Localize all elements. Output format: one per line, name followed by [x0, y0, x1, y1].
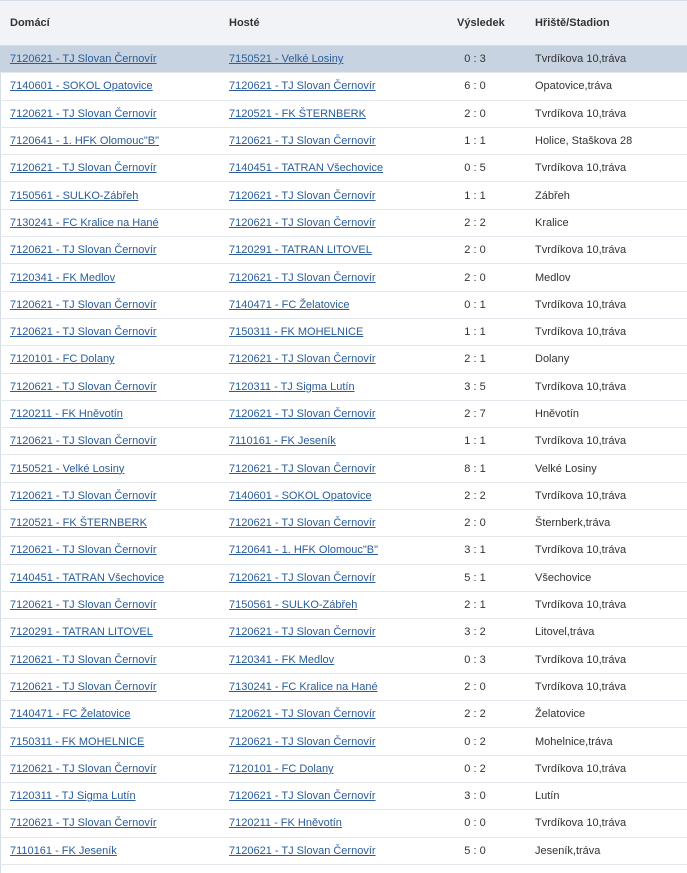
guest-team-link[interactable]: 7120641 - 1. HFK Olomouc"B": [229, 544, 379, 557]
guest-team-cell: [219, 46, 441, 73]
table-row: [0, 455, 687, 482]
match-score: 2 : 0: [441, 237, 526, 264]
match-venue: Medlov: [526, 264, 687, 291]
home-team-cell: [0, 291, 219, 318]
match-venue: Zábřeh: [526, 182, 687, 209]
home-team-link[interactable]: 7120621 - TJ Slovan Černovír: [10, 680, 157, 693]
header-row: [0, 1, 687, 46]
match-score: 6 : 0: [441, 73, 526, 100]
home-team-link[interactable]: 7150521 - Velké Losiny: [10, 462, 125, 475]
match-score: 1 : 1: [441, 318, 526, 345]
guest-team-link[interactable]: 7120621 - TJ Slovan Černovír: [229, 708, 376, 721]
match-score: 3 : 1: [441, 537, 526, 564]
home-team-cell: [0, 428, 219, 455]
home-team-link[interactable]: 7120621 - TJ Slovan Černovír: [10, 762, 157, 775]
match-venue: Želatovice: [526, 701, 687, 728]
home-team-cell: [0, 701, 219, 728]
table-row: [0, 155, 687, 182]
match-venue: Lutín: [526, 783, 687, 810]
home-team-cell: [0, 346, 219, 373]
guest-team-link[interactable]: 7120621 - TJ Slovan Černovír: [229, 844, 376, 857]
home-team-link[interactable]: 7120621 - TJ Slovan Černovír: [10, 817, 157, 830]
guest-team-cell: [219, 482, 441, 509]
column-header-guest: Hosté: [219, 1, 441, 46]
home-team-link[interactable]: 7120621 - TJ Slovan Černovír: [10, 162, 157, 175]
guest-team-link[interactable]: 7110161 - FK Jeseník: [229, 435, 336, 448]
match-venue: Tvrdíkova 10,tráva: [526, 482, 687, 509]
home-team-cell: [0, 783, 219, 810]
guest-team-cell: [219, 264, 441, 291]
home-team-link[interactable]: 7120211 - FK Hněvotín: [10, 408, 123, 420]
match-score: 0 : 3: [441, 646, 526, 673]
guest-team-link[interactable]: 7120621 - TJ Slovan Černovír: [229, 135, 376, 148]
guest-team-cell: [219, 619, 441, 646]
home-team-link[interactable]: 7120341 - FK Medlov: [10, 271, 116, 284]
table-header: [0, 1, 687, 46]
home-team-link[interactable]: 7120101 - FC Dolany: [10, 353, 115, 366]
guest-team-cell: [219, 673, 441, 700]
match-venue: Tvrdíkova 10,tráva: [526, 46, 687, 73]
home-team-link[interactable]: 7120621 - TJ Slovan Černovír: [10, 53, 157, 66]
guest-team-cell: [219, 318, 441, 345]
guest-team-link[interactable]: 7120211 - FK Hněvotín: [229, 817, 342, 830]
home-team-link[interactable]: 7120621 - TJ Slovan Černovír: [10, 107, 157, 120]
table-row: [0, 237, 687, 264]
guest-team-cell: [219, 291, 441, 318]
home-team-link[interactable]: 7130241 - FC Kralice na Hané: [10, 216, 159, 229]
column-header-home: Domácí: [0, 1, 219, 46]
table-row: [0, 73, 687, 100]
home-team-link[interactable]: 7120621 - TJ Slovan Černovír: [10, 489, 157, 502]
table-row: [0, 373, 687, 400]
home-team-cell: [0, 646, 219, 673]
match-score: 2 : 2: [441, 209, 526, 236]
home-team-cell: [0, 564, 219, 591]
match-score: 2 : 7: [441, 400, 526, 427]
match-venue: Tvrdíkova 10,tráva: [526, 237, 687, 264]
match-venue: Holice, Staškova 28: [526, 127, 687, 154]
home-team-link[interactable]: 7120621 - TJ Slovan Černovír: [10, 599, 157, 612]
match-venue: Tvrdíkova 10,tráva: [526, 291, 687, 318]
match-score: 2 : 1: [441, 591, 526, 618]
table-row: [0, 318, 687, 345]
table-row: [0, 482, 687, 509]
guest-team-link[interactable]: 7120621 - TJ Slovan Černovír: [229, 571, 376, 584]
match-score: 8 : 1: [441, 455, 526, 482]
match-venue: Opatovice,tráva: [526, 73, 687, 100]
match-venue: Hněvotín: [526, 400, 687, 427]
guest-team-link[interactable]: 7140471 - FC Želatovice: [229, 298, 350, 311]
guest-team-link[interactable]: 7120311 - TJ Sigma Lutín: [229, 380, 355, 393]
home-team-link[interactable]: 7120291 - TATRAN LITOVEL: [10, 626, 153, 639]
home-team-link[interactable]: 7140601 - SOKOL Opatovice: [10, 80, 153, 93]
home-team-link[interactable]: 7120621 - TJ Slovan Černovír: [10, 544, 157, 557]
table-row: [0, 291, 687, 318]
match-venue: Litovel,tráva: [526, 619, 687, 646]
guest-team-link[interactable]: 7140451 - TATRAN Všechovice: [229, 162, 384, 175]
guest-team-cell: [219, 837, 441, 864]
home-team-cell: [0, 619, 219, 646]
guest-team-cell: [219, 810, 441, 837]
match-score: 2 : 1: [441, 346, 526, 373]
match-venue: Jeseník,tráva: [526, 837, 687, 864]
table-row: [0, 837, 687, 864]
match-venue: Tvrdíkova 10,tráva: [526, 591, 687, 618]
guest-team-cell: [219, 237, 441, 264]
home-team-cell: [0, 591, 219, 618]
guest-team-cell: [219, 646, 441, 673]
match-venue: Tvrdíkova 10,tráva: [526, 646, 687, 673]
guest-team-cell: [219, 100, 441, 127]
guest-team-link[interactable]: 7120621 - TJ Slovan Černovír: [229, 517, 376, 530]
home-team-cell: [0, 837, 219, 864]
table-row: [0, 264, 687, 291]
guest-team-link[interactable]: 7120291 - TATRAN LITOVEL: [229, 244, 372, 257]
match-score: 1 : 1: [441, 428, 526, 455]
guest-team-cell: [219, 537, 441, 564]
table-row: [0, 564, 687, 591]
guest-team-cell: [219, 373, 441, 400]
table-row: [0, 100, 687, 127]
home-team-cell: [0, 673, 219, 700]
match-venue: Tvrdíkova 10,tráva: [526, 100, 687, 127]
match-score: 2 : 0: [441, 510, 526, 537]
table-row: [0, 701, 687, 728]
table-row: [0, 537, 687, 564]
table-row: [0, 400, 687, 427]
home-team-link[interactable]: 7120521 - FK ŠTERNBERK: [10, 517, 147, 530]
guest-team-link[interactable]: 7130241 - FC Kralice na Hané: [229, 680, 378, 693]
guest-team-cell: [219, 755, 441, 782]
match-score: 0 : 3: [441, 46, 526, 73]
match-score: 0 : 1: [441, 291, 526, 318]
table-row: [0, 46, 687, 73]
match-score: 0 : 0: [441, 810, 526, 837]
home-team-link[interactable]: 7120621 - TJ Slovan Černovír: [10, 244, 157, 257]
home-team-cell: [0, 209, 219, 236]
home-team-link[interactable]: 7120621 - TJ Slovan Černovír: [10, 380, 157, 393]
home-team-cell: [0, 455, 219, 482]
guest-team-cell: [219, 209, 441, 236]
home-team-link[interactable]: 7120621 - TJ Slovan Černovír: [10, 435, 157, 448]
home-team-cell: [0, 155, 219, 182]
home-team-link[interactable]: 7150311 - FK MOHELNICE: [10, 735, 145, 748]
home-team-cell: [0, 237, 219, 264]
match-venue: Tvrdíkova 10,tráva: [526, 155, 687, 182]
home-team-cell: [0, 728, 219, 755]
guest-team-cell: [219, 591, 441, 618]
table-row: [0, 182, 687, 209]
guest-team-cell: [219, 182, 441, 209]
home-team-cell: [0, 373, 219, 400]
match-venue: Tvrdíkova 10,tráva: [526, 373, 687, 400]
guest-team-cell: [219, 400, 441, 427]
home-team-link[interactable]: 7120311 - TJ Sigma Lutín: [10, 790, 136, 803]
home-team-link[interactable]: 7120641 - 1. HFK Olomouc"B": [10, 135, 160, 148]
match-venue: Šternberk,tráva: [526, 510, 687, 537]
home-team-cell: [0, 73, 219, 100]
match-score: 2 : 2: [441, 482, 526, 509]
match-venue: Tvrdíkova 10,tráva: [526, 673, 687, 700]
guest-team-cell: [219, 701, 441, 728]
match-score: 3 : 5: [441, 373, 526, 400]
guest-team-cell: [219, 728, 441, 755]
table-row: [0, 755, 687, 782]
match-score: 2 : 2: [441, 701, 526, 728]
match-score: 5 : 1: [441, 564, 526, 591]
match-score: 2 : 0: [441, 673, 526, 700]
guest-team-link[interactable]: 7150311 - FK MOHELNICE: [229, 326, 364, 339]
guest-team-cell: [219, 73, 441, 100]
home-team-cell: [0, 482, 219, 509]
column-header-venue: Hřiště/Stadion: [526, 1, 687, 46]
guest-team-link[interactable]: 7150521 - Velké Losiny: [229, 53, 344, 66]
guest-team-cell: [219, 455, 441, 482]
match-score: 2 : 0: [441, 264, 526, 291]
match-venue: Dolany: [526, 346, 687, 373]
match-score: 0 : 2: [441, 755, 526, 782]
guest-team-link[interactable]: 7120521 - FK ŠTERNBERK: [229, 107, 366, 120]
home-team-link[interactable]: 7120621 - TJ Slovan Černovír: [10, 298, 157, 311]
home-team-cell: [0, 400, 219, 427]
match-score: 0 : 2: [441, 728, 526, 755]
guest-team-link[interactable]: 7120621 - TJ Slovan Černovír: [229, 462, 376, 475]
guest-team-cell: [219, 510, 441, 537]
home-team-link[interactable]: 7150561 - SULKO-Zábřeh: [10, 189, 139, 202]
home-team-cell: [0, 127, 219, 154]
guest-team-link[interactable]: 7120621 - TJ Slovan Černovír: [229, 735, 376, 748]
table-row: [0, 810, 687, 837]
guest-team-link[interactable]: 7120621 - TJ Slovan Černovír: [229, 790, 376, 803]
match-score: 1 : 1: [441, 182, 526, 209]
home-team-link[interactable]: 7140451 - TATRAN Všechovice: [10, 571, 165, 584]
table-row: [0, 728, 687, 755]
home-team-cell: [0, 510, 219, 537]
home-team-link[interactable]: 7140471 - FC Želatovice: [10, 708, 131, 721]
table-row: [0, 428, 687, 455]
guest-team-link[interactable]: 7120621 - TJ Slovan Černovír: [229, 626, 376, 639]
table-row: [0, 127, 687, 154]
home-team-cell: [0, 46, 219, 73]
guest-team-link[interactable]: 7120621 - TJ Slovan Černovír: [229, 216, 376, 229]
home-team-link[interactable]: 7110161 - FK Jeseník: [10, 844, 117, 857]
table-row: [0, 673, 687, 700]
match-venue: Tvrdíkova 10,tráva: [526, 537, 687, 564]
match-score: 2 : 0: [441, 100, 526, 127]
match-score: 1 : 1: [441, 127, 526, 154]
home-team-cell: [0, 537, 219, 564]
home-team-link[interactable]: 7120621 - TJ Slovan Černovír: [10, 326, 157, 339]
match-venue: Tvrdíkova 10,tráva: [526, 755, 687, 782]
guest-team-link[interactable]: 7120621 - TJ Slovan Černovír: [229, 408, 376, 420]
match-venue: Kralice: [526, 209, 687, 236]
match-score: 5 : 0: [441, 837, 526, 864]
home-team-link[interactable]: 7120621 - TJ Slovan Černovír: [10, 653, 157, 666]
table-row: [0, 209, 687, 236]
guest-team-cell: [219, 783, 441, 810]
table-row: [0, 783, 687, 810]
match-venue: Všechovice: [526, 564, 687, 591]
match-score: 3 : 2: [441, 619, 526, 646]
table-row: [0, 510, 687, 537]
home-team-cell: [0, 810, 219, 837]
home-team-cell: [0, 264, 219, 291]
home-team-cell: [0, 755, 219, 782]
guest-team-link[interactable]: 7120621 - TJ Slovan Černovír: [229, 353, 376, 366]
guest-team-cell: [219, 346, 441, 373]
guest-team-cell: [219, 127, 441, 154]
match-venue: Velké Losiny: [526, 455, 687, 482]
home-team-cell: [0, 100, 219, 127]
home-team-cell: [0, 318, 219, 345]
table-row: [0, 346, 687, 373]
guest-team-link[interactable]: 7120621 - TJ Slovan Černovír: [229, 80, 376, 93]
column-header-score: Výsledek: [441, 1, 526, 46]
guest-team-link[interactable]: 7150561 - SULKO-Zábřeh: [229, 599, 358, 612]
table-row: [0, 591, 687, 618]
match-score: 0 : 5: [441, 155, 526, 182]
guest-team-link[interactable]: 7140601 - SOKOL Opatovice: [229, 489, 372, 502]
table-body: [0, 46, 687, 865]
match-venue: Tvrdíkova 10,tráva: [526, 428, 687, 455]
guest-team-cell: [219, 564, 441, 591]
guest-team-cell: [219, 428, 441, 455]
guest-team-link[interactable]: 7120621 - TJ Slovan Černovír: [229, 271, 376, 284]
guest-team-cell: [219, 155, 441, 182]
guest-team-link[interactable]: 7120341 - FK Medlov: [229, 653, 335, 666]
match-venue: Tvrdíkova 10,tráva: [526, 318, 687, 345]
match-score: 3 : 0: [441, 783, 526, 810]
match-venue: Tvrdíkova 10,tráva: [526, 810, 687, 837]
table-row: [0, 646, 687, 673]
table-row: [0, 619, 687, 646]
guest-team-link[interactable]: 7120621 - TJ Slovan Černovír: [229, 189, 376, 202]
match-venue: Mohelnice,tráva: [526, 728, 687, 755]
guest-team-link[interactable]: 7120101 - FC Dolany: [229, 762, 334, 775]
home-team-cell: [0, 182, 219, 209]
